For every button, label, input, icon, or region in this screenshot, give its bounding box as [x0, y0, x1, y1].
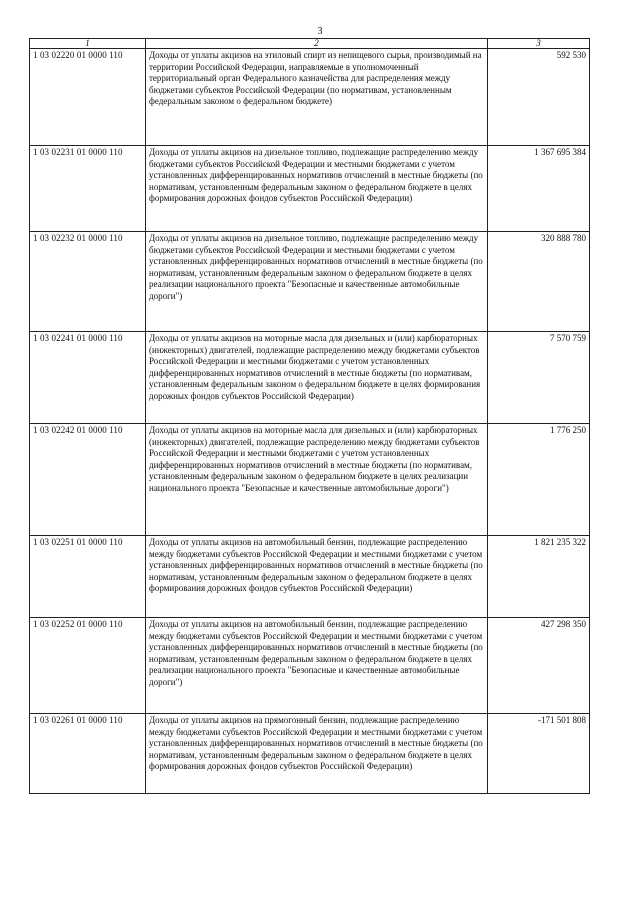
revenue-amount: 427 298 350 — [488, 618, 590, 714]
table-row — [30, 332, 590, 424]
column-number-row — [30, 39, 590, 49]
revenue-amount: 7 570 759 — [488, 332, 590, 424]
revenue-description: Доходы от уплаты акцизов на этиловый спирт из непищевого сырья, производимый на территории Российской Федерации, направляемые в уполномоченный территориальный орган Федерального казначейства для распределения между бюджетами субъектов Российской Федерации (по нормативам, установленным федеральным законом о федеральном бюджете) — [146, 49, 488, 146]
column-number-3: 3 — [488, 39, 590, 49]
revenue-description: Доходы от уплаты акцизов на дизельное топливо, подлежащие распределению между бюджетами субъектов Российской Федерации и местными бюджетами с учетом установленных дифференцированных нормативов отчислений в местные бюджеты (по нормативам, установленным федеральным законом о федеральном бюджете в целях реализации национального проекта "Безопасные и качественные автомобильные дороги") — [146, 232, 488, 332]
table-row — [30, 424, 590, 536]
column-number-2: 2 — [146, 39, 488, 49]
revenue-amount: 592 530 — [488, 49, 590, 146]
revenue-description: Доходы от уплаты акцизов на моторные масла для дизельных и (или) карбюраторных (инжекторных) двигателей, подлежащие распределению между бюджетами субъектов Российской Федерации и местными бюджетами с учетом установленных дифференцированных нормативов отчислений в местные бюджеты (по нормативам, установленным федеральным законом о федеральном бюджете в целях реализации национального проекта "Безопасные и качественные автомобильные дороги") — [146, 424, 488, 536]
column-number-1: 1 — [30, 39, 146, 49]
revenue-code: 1 03 02242 01 0000 110 — [30, 424, 146, 536]
revenue-description: Доходы от уплаты акцизов на автомобильный бензин, подлежащие распределению между бюджетами субъектов Российской Федерации и местными бюджетами с учетом установленных дифференцированных нормативов отчислений в местные бюджеты (по нормативам, установленным федеральным законом о федеральном бюджете в целях формирования дорожных фондов субъектов Российской Федерации) — [146, 536, 488, 618]
revenue-description: Доходы от уплаты акцизов на моторные масла для дизельных и (или) карбюраторных (инжекторных) двигателей, подлежащие распределению между бюджетами субъектов Российской Федерации и местными бюджетами с учетом установленных дифференцированных нормативов отчислений в местные бюджеты (по нормативам, установленным федеральным законом о федеральном бюджете в целях формирования дорожных фондов субъектов Российской Федерации) — [146, 332, 488, 424]
table-row — [30, 618, 590, 714]
table-row — [30, 49, 590, 146]
revenue-amount: 1 821 235 322 — [488, 536, 590, 618]
table-row — [30, 146, 590, 232]
revenue-description: Доходы от уплаты акцизов на дизельное топливо, подлежащие распределению между бюджетами субъектов Российской Федерации и местными бюджетами с учетом установленных дифференцированных нормативов отчислений в местные бюджеты (по нормативам, установленным федеральным законом о федеральном бюджете в целях формирования дорожных фондов субъектов Российской Федерации) — [146, 146, 488, 232]
revenue-amount: 1 367 695 384 — [488, 146, 590, 232]
page-number: 3 — [317, 26, 323, 37]
revenue-code: 1 03 02251 01 0000 110 — [30, 536, 146, 618]
revenue-code: 1 03 02241 01 0000 110 — [30, 332, 146, 424]
revenue-code: 1 03 02220 01 0000 110 — [30, 49, 146, 146]
revenue-amount: 320 888 780 — [488, 232, 590, 332]
table-row — [30, 714, 590, 794]
revenue-code: 1 03 02261 01 0000 110 — [30, 714, 146, 794]
revenue-amount: -171 501 808 — [488, 714, 590, 794]
revenue-code: 1 03 02232 01 0000 110 — [30, 232, 146, 332]
revenue-code: 1 03 02252 01 0000 110 — [30, 618, 146, 714]
revenue-table — [29, 38, 590, 794]
revenue-amount: 1 776 250 — [488, 424, 590, 536]
revenue-code: 1 03 02231 01 0000 110 — [30, 146, 146, 232]
table-row — [30, 536, 590, 618]
revenue-description: Доходы от уплаты акцизов на прямогонный бензин, подлежащие распределению между бюджетами субъектов Российской Федерации и местными бюджетами с учетом установленных дифференцированных нормативов отчислений в местные бюджеты (по нормативам, установленным федеральным законом о федеральном бюджете в целях формирования дорожных фондов субъектов Российской Федерации) — [146, 714, 488, 794]
revenue-description: Доходы от уплаты акцизов на автомобильный бензин, подлежащие распределению между бюджетами субъектов Российской Федерации и местными бюджетами с учетом установленных дифференцированных нормативов отчислений в местные бюджеты (по нормативам, установленным федеральным законом о федеральном бюджете в целях реализации национального проекта "Безопасные и качественные автомобильные дороги") — [146, 618, 488, 714]
table-row — [30, 232, 590, 332]
